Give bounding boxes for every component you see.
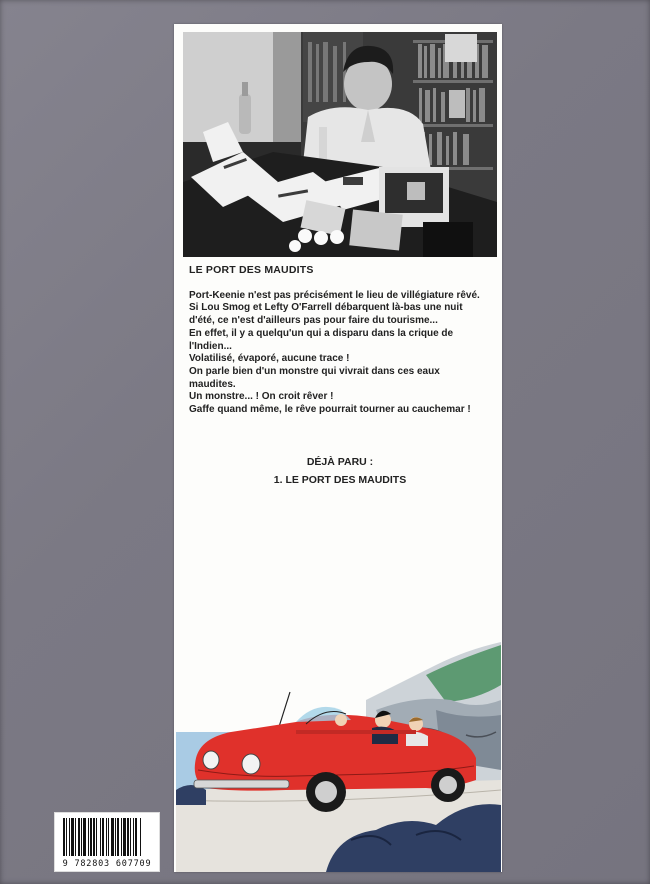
barcode-bar: [69, 818, 70, 856]
car-illustration-image: [176, 640, 501, 872]
barcode-bar: [102, 818, 104, 856]
barcode-bar: [140, 818, 141, 856]
barcode-bar: [127, 818, 129, 856]
back-cover-text: [189, 264, 489, 417]
barcode-bar: [93, 818, 95, 856]
barcode-bar: [78, 818, 80, 856]
barcode-bar: [66, 818, 67, 856]
barcode-bar: [63, 818, 65, 856]
author-photo-image: [183, 32, 497, 257]
isbn-number: 9 782803 607709: [62, 859, 152, 869]
deja-paru-item: 1. LE PORT DES MAUDITS: [273, 474, 407, 486]
synopsis-line: On parle bien d'un monstre qui vivrait dans ces eaux maudites.: [189, 365, 440, 390]
synopsis-line: En effet, il y a quelqu'un qui a disparu dans la crique de l'Indien...: [189, 327, 454, 352]
author-photo: [183, 32, 497, 257]
barcode-bar: [111, 818, 114, 856]
barcode-bar: [115, 818, 116, 856]
deja-paru-heading: DÉJÀ PARU :: [306, 456, 374, 468]
barcode-bar: [90, 818, 92, 856]
barcode: [54, 812, 160, 872]
synopsis-line: Port-Keenie n'est pas précisément le lieu de villégiature rêvé.: [189, 289, 480, 301]
car-illustration: [176, 640, 501, 872]
barcode-bar: [75, 818, 76, 856]
synopsis-line: Volatilisé, évaporé, aucune trace !: [189, 353, 350, 365]
barcode-bar: [83, 818, 86, 856]
barcode-bar: [135, 818, 137, 856]
barcode-bar: [71, 818, 74, 856]
barcode-bar: [108, 818, 109, 856]
synopsis-line: Un monstre... ! On croit rêver !: [189, 391, 334, 403]
synopsis-line: Si Lou Smog et Lefty O'Farrell débarquent là-bas une nuit d'été, ce n'est d'ailleurs pas pour faire du tourisme...: [189, 302, 463, 327]
barcode-bar: [123, 818, 126, 856]
barcode-bar: [81, 818, 82, 856]
synopsis: [189, 290, 489, 417]
barcode-bar: [133, 818, 134, 856]
barcode-bar: [88, 818, 89, 856]
barcode-bars: [55, 816, 159, 860]
synopsis-line: Gaffe quand même, le rêve pourrait tourner au cauchemar !: [189, 404, 471, 416]
barcode-bar: [100, 818, 101, 856]
barcode-bar: [121, 818, 122, 856]
barcode-bar: [96, 818, 97, 856]
book-title: LE PORT DES MAUDITS: [189, 264, 314, 276]
barcode-bar: [130, 818, 131, 856]
barcode-bar: [117, 818, 119, 856]
barcode-bar: [106, 818, 107, 856]
